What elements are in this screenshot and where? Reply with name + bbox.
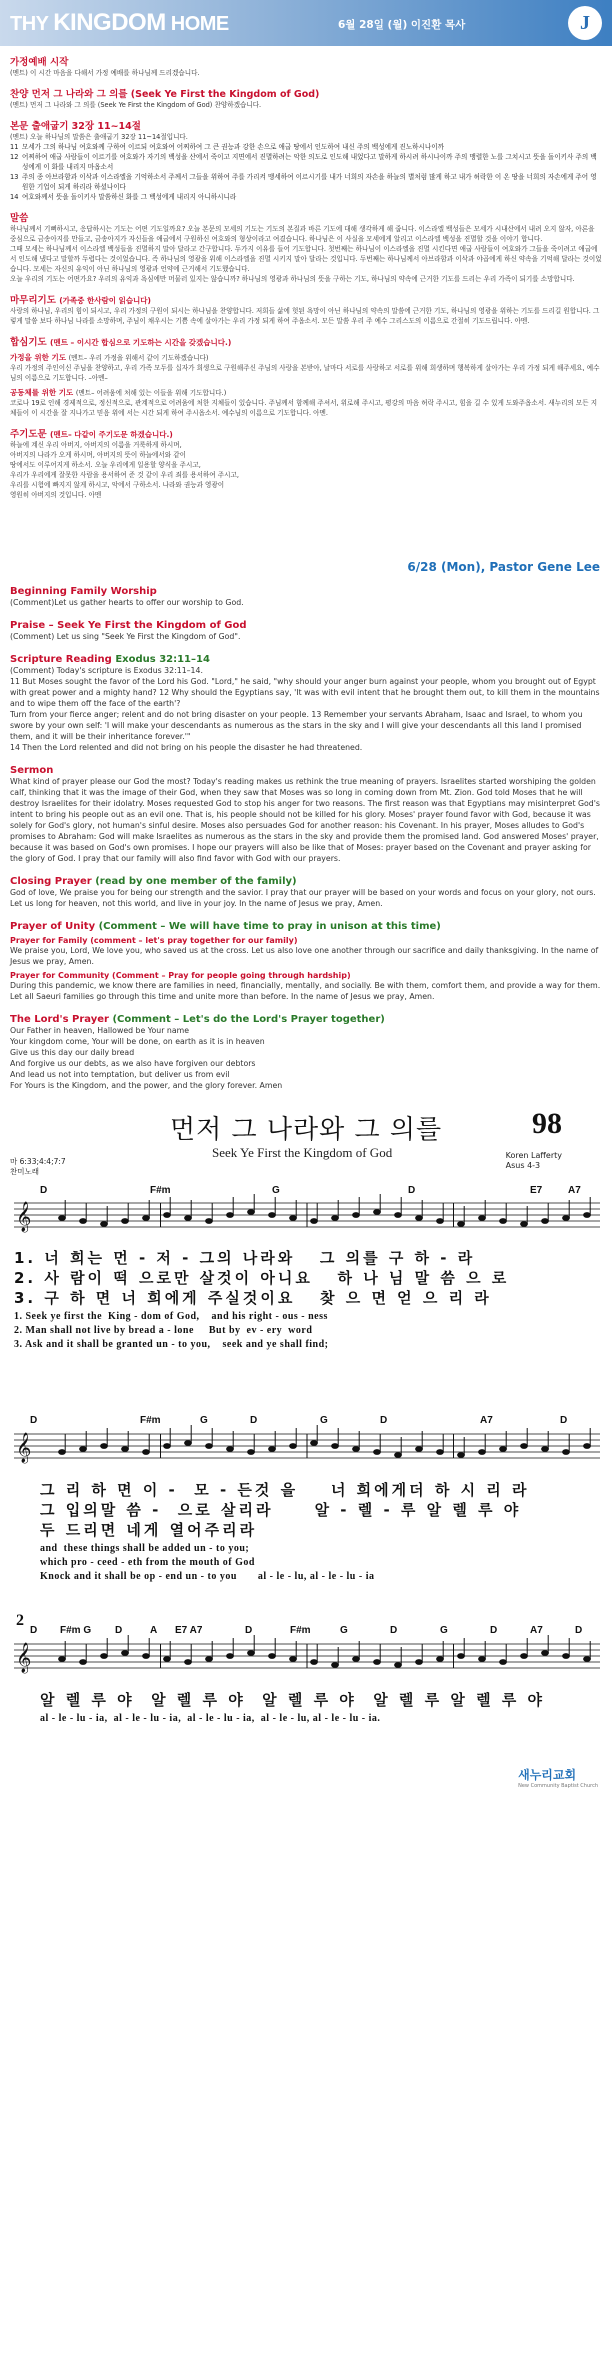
hymn-lyric-ko: 1. 너 희는 먼 - 저 - 그의 나라와 그 의를 구 하 - 라 — [14, 1249, 476, 1267]
note-head — [164, 1444, 171, 1449]
note-head — [332, 1663, 339, 1668]
en-sermon-text: What kind of prayer please our God the most? Today's reading makes us rethink the true meaning of prayers. Israelites started worshiping the golden calf, thinking that it was the image of their God, when they saw that Moses was so long in coming down from Mt. Zion. God told Moses that he will destroy Israelites for their idolatry. Moses requested God to stop his anger for two reasons. The first reason was that Egyptians may misinterpret God's intent to bring his people out as an evil one. That is, his people should not be killed for his glory. Moses' prayer found favor with God, because it was solely for God's glory, not human's sinful desire. Moses also persuades God for another reason: his Covenant. In his prayer, Moses alludes to God's promises to Abraham: God will make Israelites as numerous as the stars in the sky and provide them the promised land. God answered Moses' prayer, because it was based on God's own promises. I hope our prayers will also be like that of Moses: prayer based on the Covenant and prayer asking for the glory of God. I pray that our family will also find favor with God with our prayers. — [10, 777, 600, 863]
verse-text: 어찌하여 애굽 사람들이 이르기를 여호와가 자기의 백성을 산에서 죽이고 지면에서 진멸하려는 악한 의도로 인도해 내었다고 말하게 하시려 하시나이까 주의 맹렬한 노를 그치시고 뜻을 돌이키사 주의 백성에게 이 화를 내리지 마옵소서 — [22, 153, 597, 171]
hymn-meter: Asus 4-3 — [505, 1161, 541, 1170]
note-head — [59, 1657, 66, 1662]
note-head — [311, 1219, 318, 1224]
chord-label: D — [30, 1415, 38, 1426]
title-text: Scripture Reading — [10, 654, 112, 665]
hymn-sheet — [0, 1109, 612, 1799]
note-head — [500, 1219, 507, 1224]
title-note: (멘트 – 이시간 합심으로 기도하는 시간을 갖겠습니다.) — [50, 338, 232, 347]
prayer-line: Our Father in heaven, Hallowed be Your name — [10, 1026, 190, 1035]
note-head — [374, 1660, 381, 1665]
prayer-line: Your kingdom come, Your will be done, on earth as it is in heaven — [10, 1037, 265, 1046]
note-head — [227, 1654, 234, 1659]
en-community-prayer-text: During this pandemic, we know there are families in need, financially, mentally, and socially. Be with them, comfort them, and provide a way for them. Let all Saeuri families go through this time and unite more than before. In the name of Jesus we pray, Amen. — [10, 981, 601, 1001]
note-head — [101, 1654, 108, 1659]
chord-label: A — [150, 1625, 158, 1636]
note-head — [563, 1654, 570, 1659]
note-head — [416, 1216, 423, 1221]
title-text: 공동체를 위한 기도 — [10, 388, 74, 397]
hymn-lyric-ko: 알 렐 루 야 알 렐 루 야 알 렐 루 야 알 렐 루 알 렐 루 야 — [40, 1691, 545, 1709]
prayer-line: 영원히 아버지의 것입니다. 아멘 — [10, 491, 102, 499]
verse-marker: 2 — [16, 1612, 24, 1629]
note-head — [584, 1657, 591, 1662]
en-family-prayer-title: Prayer for Family (comment – let's pray together for our family) — [10, 936, 298, 945]
note-head — [269, 1654, 276, 1659]
ref-line: 마 6:33;4:4;7:7 — [10, 1157, 66, 1166]
chord-label: F#m — [290, 1625, 311, 1636]
ko-sermon-text — [10, 224, 602, 284]
en-closing-title — [10, 876, 602, 887]
note-head — [395, 1453, 402, 1458]
ko-lords-prayer-text — [10, 440, 602, 500]
ko-opening-title: 가정예배 시작 — [10, 57, 69, 68]
hymn-lyric-en: 1. Seek ye first the King - dom of God, and his right - ous - ness — [14, 1311, 328, 1322]
sermon-paragraph: 오늘 우리의 기도는 어떤가요? 우리의 유익과 욕심에만 머물러 있지는 않습니까? 하나님의 영광과 하나님의 뜻을 구하는 기도, 하나님의 약속에 근거한 기도를 드리는 우리 가족이 되기를 소망합니다. — [10, 275, 575, 283]
note-head — [101, 1222, 108, 1227]
note-head — [521, 1444, 528, 1449]
note-head — [458, 1654, 465, 1659]
note-head — [416, 1447, 423, 1452]
prayer-line: 하늘에 계신 우리 아버지, 아버지의 이름을 거룩하게 하시며, — [10, 441, 182, 449]
hymn-lyric-en: 2. Man shall not live by bread a - lone But by ev - ery word — [14, 1325, 313, 1336]
chord-label: E7 — [530, 1185, 543, 1196]
note-head — [542, 1651, 549, 1656]
chord-label: D — [380, 1415, 388, 1426]
note-head — [122, 1447, 129, 1452]
church-name: 새누리교회 — [518, 1768, 577, 1782]
en-praise-text: (Comment) Let us sing "Seek Ye First the Kingdom of God". — [10, 632, 241, 641]
note-head — [227, 1447, 234, 1452]
sermon-paragraph: 그때 모세는 하나님께서 이스라엘 백성들을 진멸하지 말아 달라고 간구합니다. 두가지 이유를 들어 기도합니다. 첫번째는 하나님이 이스라엘을 진멸 시킨다면 애굽 사람들이 여호와가 그들을 죽이려고 애굽에서 인도해 냈다고 말할까 두렵다는 것이었습니다. 즉 하나님의 영광을 위해 이스라엘을 진멸 시키지 말아 달라는 것입니다. 두번째는 하나님께서 아브라함과 이삭과 야곱에게 하신 약속을 기억해 달라는 것이었습니다. 모세는 자신의 유익이 아닌 하나님의 영광과 언약에 근거해서 기도했습니다. — [10, 245, 602, 273]
verse-text: 모세가 그의 하나님 여호와께 구하여 이르되 여호와여 어찌하여 그 큰 권능과 강한 손으로 애굽 땅에서 인도하여 내신 주의 백성에게 진노하시나이까 — [22, 143, 444, 151]
chord-label: F#m G — [60, 1625, 92, 1636]
hymn-lyric-en: al - le - lu - ia, al - le - lu - ia, al - le - lu - ia, al - le - lu, al - le - lu - ia. — [40, 1713, 381, 1724]
note-head — [59, 1450, 66, 1455]
title-text: 마무리기도 — [10, 295, 56, 306]
en-community-prayer-title: Prayer for Community (Comment – Pray for people going through hardship) — [10, 971, 351, 980]
note-head — [227, 1213, 234, 1218]
note-head — [458, 1222, 465, 1227]
ko-praise-text: (멘트) 먼저 그 나라와 그 의를 (Seek Ye First the Kingdom of God) 찬양하겠습니다. — [10, 101, 262, 109]
note-head — [80, 1447, 87, 1452]
note-head — [143, 1654, 150, 1659]
note-head — [206, 1657, 213, 1662]
note-head — [269, 1213, 276, 1218]
ko-reading-intro: (멘트) 오늘 하나님의 말씀은 출애굽기 32장 11~14절입니다. — [10, 133, 188, 141]
brand-home: HOME — [165, 13, 229, 35]
title-text: Prayer of Unity — [10, 921, 96, 932]
logo-badge-icon — [568, 6, 602, 40]
treble-clef-icon: 𝄞 — [16, 1202, 32, 1232]
chord-label: D — [250, 1415, 258, 1426]
note-head — [395, 1213, 402, 1218]
brand-thy: THY — [10, 13, 54, 35]
note-head — [437, 1450, 444, 1455]
hymn-lyric-en: Knock and it shall be op - end un - to you al - le - lu, al - le - lu - ia — [40, 1571, 375, 1582]
brand-kingdom: KINGDOM — [53, 9, 166, 36]
ko-reading-title: 본문 출애굽기 32장 11~14절 — [10, 121, 141, 132]
ref-line: 찬미노래 — [10, 1167, 39, 1176]
note-head — [185, 1441, 192, 1446]
chord-label: E7 A7 — [175, 1625, 203, 1636]
verse-number: 13 — [10, 173, 19, 181]
en-lords-prayer-text — [10, 1025, 602, 1091]
ko-opening-text: (멘트) 이 시간 마음을 다해서 가정 예배를 하나님께 드리겠습니다. — [10, 69, 200, 77]
hymn-lyric-ko: 그 입의말 씀 - 으로 살리라 알 - 렐 - 루 알 렐 루 야 — [40, 1501, 522, 1519]
hymn-lyric-ko: 그 리 하 면 이 - 모 - 든것 을 너 희에게더 하 시 리 라 — [40, 1481, 530, 1499]
chord-label: D — [390, 1625, 398, 1636]
ko-community-prayer-title — [10, 387, 602, 398]
note-head — [80, 1219, 87, 1224]
ko-verse — [10, 192, 602, 202]
en-opening-title: Beginning Family Worship — [10, 586, 157, 597]
chord-label: D — [40, 1185, 48, 1196]
note-head — [437, 1219, 444, 1224]
note-head — [521, 1222, 528, 1227]
header-banner — [0, 0, 612, 46]
note-head — [500, 1447, 507, 1452]
ko-lords-prayer-title — [10, 426, 602, 440]
prayer-line: 우리가 우리에게 잘못한 사람을 용서하여 준 것 같이 우리 죄를 용서하여 주시고, — [10, 471, 239, 479]
title-note: (Comment – We will have time to pray in unison at this time) — [95, 921, 441, 932]
chord-label: G — [440, 1625, 448, 1636]
title-note: (Comment – Let's do the Lord's Prayer together) — [108, 1014, 385, 1025]
note-head — [584, 1444, 591, 1449]
note-head — [206, 1219, 213, 1224]
en-unity-title — [10, 921, 602, 932]
ko-closing-title — [10, 292, 602, 306]
en-family-prayer-text: We praise you, Lord, We love you, who saved us at the cross. Let us also love one another through our sacrifice and daily thanksgiving. In the name of Jesus we pray, Amen. — [10, 946, 599, 966]
ko-family-prayer-title — [10, 352, 602, 363]
title-note: (가족중 한사람이 읽습니다) — [59, 296, 151, 305]
note-head — [101, 1444, 108, 1449]
note-head — [416, 1660, 423, 1665]
note-head — [143, 1216, 150, 1221]
en-sermon-title: Sermon — [10, 765, 54, 776]
prayer-line: 아버지의 나라가 오게 하시며, 아버지의 뜻이 하늘에서와 같이 — [10, 451, 187, 459]
note-head — [332, 1444, 339, 1449]
note-head — [563, 1450, 570, 1455]
note-head — [437, 1657, 444, 1662]
title-text: Closing Prayer — [10, 876, 92, 887]
chord-label: F#m — [140, 1415, 161, 1426]
en-praise-title: Praise – Seek Ye First the Kingdom of God — [10, 620, 247, 631]
chord-label: G — [200, 1415, 208, 1426]
verse-number: 14 — [10, 193, 19, 201]
note-head — [374, 1450, 381, 1455]
note-head — [542, 1219, 549, 1224]
chord-label: D — [575, 1625, 583, 1636]
hymn-lyric-en: 3. Ask and it shall be granted un - to you, seek and ye shall find; — [14, 1339, 329, 1350]
chord-label: D — [30, 1625, 38, 1636]
english-title: 6/28 (Mon), Pastor Gene Lee — [407, 560, 600, 574]
note-head — [248, 1450, 255, 1455]
note-head — [521, 1654, 528, 1659]
korean-section — [0, 54, 612, 500]
ko-verse — [10, 152, 602, 172]
note-head — [563, 1216, 570, 1221]
ko-sermon-title: 말씀 — [10, 213, 29, 224]
chord-label: G — [272, 1185, 280, 1196]
note-head — [479, 1450, 486, 1455]
note-head — [584, 1213, 591, 1218]
note-head — [290, 1444, 297, 1449]
note-head — [542, 1447, 549, 1452]
en-lords-prayer-title — [10, 1014, 602, 1025]
note-head — [353, 1657, 360, 1662]
prayer-line: Give us this day our daily bread — [10, 1048, 135, 1057]
prayer-line: And lead us not into temptation, but deliver us from evil — [10, 1070, 230, 1079]
note-head — [80, 1660, 87, 1665]
note-head — [353, 1213, 360, 1218]
note-head — [290, 1216, 297, 1221]
hymn-lyric-ko: 2. 사 람이 떡 으로만 살것이 아니요 하 나 님 말 씀 으 로 — [14, 1269, 510, 1287]
title-text: 주기도문 — [10, 429, 47, 440]
verse-number: 12 — [10, 153, 19, 161]
note-head — [59, 1216, 66, 1221]
prayer-line: For Yours is the Kingdom, and the power, and the glory forever. Amen — [10, 1081, 283, 1090]
chord-label: D — [560, 1415, 568, 1426]
chord-label: F#m — [150, 1185, 171, 1196]
ko-community-prayer-text: 코로나 19로 인해 경제적으로, 정신적으로, 관계적으로 어려움에 처한 지체들이 있습니다. 주님께서 함께해 주셔서, 위로해 주시고, 평강의 마음 허락 주시고, 힘을 길 수 있게 도와주옵소서. 새누리의 모든 지체들이 이 시간을 잘 지나가고 믿음 위에 서는 시간 되게 하여 주시옵소서. 예수님의 이름으로 기도합니다. 아멘. — [10, 399, 598, 417]
title-note: (멘트– 우리 가정을 위해서 같이 기도하겠습니다) — [68, 354, 209, 362]
note-head — [143, 1450, 150, 1455]
prayer-line: And forgive us our debts, as we also have forgiven our debtors — [10, 1059, 256, 1068]
note-head — [248, 1210, 255, 1215]
ko-unity-title — [10, 334, 602, 348]
en-reading-text — [10, 665, 602, 753]
note-head — [311, 1660, 318, 1665]
title-text: 가정을 위한 기도 — [10, 353, 66, 362]
note-head — [248, 1651, 255, 1656]
note-head — [185, 1216, 192, 1221]
reading-line: 14 Then the Lord relented and did not bring on his people the disaster he had threatened. — [10, 743, 363, 752]
chord-label: A7 — [568, 1185, 581, 1196]
chord-label: A7 — [530, 1625, 543, 1636]
en-closing-text: God of love, We praise you for being our strength and the savior. I pray that our prayer will be based on your words and focus on your glory, not ours. Let us long for heaven, not this world, and live in your joy. In the name of Jesus we pray, Amen. — [10, 888, 596, 908]
hymn-lyric-en: which pro - ceed - eth from the mouth of God — [40, 1557, 255, 1568]
en-reading-title — [10, 654, 602, 665]
note-head — [164, 1657, 171, 1662]
ko-closing-text: 사랑의 하나님, 우리의 힘이 되시고, 우리 가정의 구원이 되시는 하나님을 찬양합니다. 저희들 삶에 헛된 욕망이 아닌 하나님의 약속의 말씀에 근거한 기도, 하나님의 영광을 위하는 기도를 드리길 원합니다. 그렇게 말씀 보다 하나님 나라를 소망하며, 주님이 채우시는 기쁨 속에 살아가는 우리 가정 되게 하여 주옵소서. 모든 말씀 우리 주 예수 그리스도의 이름으로 간절히 기도드립니다. 아멘. — [10, 307, 600, 325]
en-opening-text: (Comment)Let us gather hearts to offer our worship to God. — [10, 598, 244, 607]
title-text: The Lord's Prayer — [10, 1014, 109, 1025]
note-head — [206, 1444, 213, 1449]
ko-verse — [10, 142, 602, 152]
chord-label: A7 — [480, 1415, 493, 1426]
hymn-number: 98 — [532, 1107, 562, 1140]
church-logo — [518, 1766, 598, 1789]
note-head — [122, 1219, 129, 1224]
prayer-line: 땅에서도 이루어지게 하소서. 오늘 우리에게 일용할 양식을 주시고, — [10, 461, 201, 469]
english-section — [0, 586, 612, 1091]
verse-number: 11 — [10, 143, 19, 151]
chord-label: D — [408, 1185, 416, 1196]
note-head — [269, 1447, 276, 1452]
reading-intro: (Comment) Today's scripture is Exodus 32:11–14. — [10, 666, 203, 675]
header-date: 6월 28일 (월) 이진환 목사 — [338, 19, 466, 31]
ko-praise-title: 찬양 먼저 그 나라와 그 의를 (Seek Ye First the Kingdom of God) — [10, 89, 320, 100]
ko-verse — [10, 172, 602, 192]
title-note: (멘트– 어려움에 처해 있는 이들을 위해 기도합니다.) — [75, 389, 227, 397]
church-subtitle: New Community Baptist Church — [518, 1783, 598, 1789]
reading-line: 11 But Moses sought the favor of the Lord his God. "Lord," he said, "why should your anger burn against your people, whom you brought out of Egypt with great power and a mighty hand? 12 Why should the Egyptians say, 'It was with evil intent that he brought them out, to kill them in the mountains and to wipe them off the face of the earth'? — [10, 677, 600, 708]
note-head — [185, 1660, 192, 1665]
title-note: (멘트– 다같이 주기도문 하겠습니다.) — [50, 430, 173, 439]
note-head — [395, 1663, 402, 1668]
title-note: (read by one member of the family) — [91, 876, 297, 887]
note-head — [311, 1441, 318, 1446]
title-text: 합심기도 — [10, 337, 47, 348]
note-head — [374, 1210, 381, 1215]
hymn-lyric-ko: 두 드리면 네게 열어주리라 — [40, 1521, 258, 1539]
note-head — [122, 1651, 129, 1656]
note-head — [500, 1660, 507, 1665]
chord-label: G — [340, 1625, 348, 1636]
author-name: Koren Lafferty — [505, 1151, 562, 1160]
chord-label: D — [245, 1625, 253, 1636]
ko-family-prayer-text: 우리 가정의 주인이신 주님을 찬양하고, 우리 가족 모두를 십자가 희생으로 구원해주신 주님의 사랑을 본받아, 날마다 서로를 사랑하고 서로를 위해 희생하며 행복하게 살아가는 우리 가정 되게 해주세요, 예수님의 이름으로 기도합니다. –아멘– — [10, 364, 600, 382]
chord-label: G — [320, 1415, 328, 1426]
verse-text: 주의 종 아브라함과 이삭과 이스라엘을 기억하소서 주께서 그들을 위하여 주를 가리켜 맹세하여 이르시기를 내가 너희의 자손을 하늘의 별처럼 많게 하고 내가 허락한 이 온 땅을 너희의 자손에게 주어 영원한 기업이 되게 하리라 하셨나이다 — [22, 173, 597, 191]
note-head — [479, 1657, 486, 1662]
scripture-ref: Exodus 32:11–14 — [111, 654, 210, 665]
hymn-lyric-en: and these things shall be added un - to you; — [40, 1543, 250, 1554]
note-head — [458, 1453, 465, 1458]
note-head — [353, 1447, 360, 1452]
note-head — [332, 1216, 339, 1221]
note-head — [479, 1216, 486, 1221]
sermon-paragraph: 하나님께서 기뻐하시고, 응답하시는 기도는 어떤 기도일까요? 오늘 본문의 모세의 기도는 기도의 본질과 바른 기도에 대해 생각하게 해 줍니다. 이스라엘 백성들은 모세가 시내산에서 내려 오지 않자, 아론을 중심으로 금송아지를 만들고, 금송아지가 자신들을 애굽에서 구원하신 여호와의 형상이라고 여겼습니다. 하나님은 이 사실을 모세에게 알리고 이스라엘 백성을 진멸할 것을 이야기 합니다. — [10, 225, 595, 243]
note-head — [164, 1213, 171, 1218]
note-head — [290, 1657, 297, 1662]
logo-letter: J — [580, 11, 590, 34]
chord-label: D — [115, 1625, 123, 1636]
reading-line: Turn from your fierce anger; relent and do not bring disaster on your people. 13 Remember your servants Abraham, Isaac and Israel, to whom you swore by your own self: 'I will make your descendants as numerous as the stars in the sky and I will give your descendants all this land I promised them, and it will be their inheritance forever.'" — [10, 710, 583, 741]
hymn-title-english: Seek Ye First the Kingdom of God — [212, 1145, 393, 1160]
hymn-lyric-ko: 3. 구 하 면 너 희에게 주실것이요 찾 으 면 얻 으 리 라 — [14, 1289, 492, 1307]
prayer-line: 우리를 시험에 빠지지 않게 하시고, 악에서 구하소서. 나라와 권능과 영광이 — [10, 481, 225, 489]
treble-clef-icon: 𝄞 — [16, 1643, 32, 1673]
brand-title — [10, 9, 229, 37]
chord-label: D — [490, 1625, 498, 1636]
verse-text: 여호와께서 뜻을 돌이키사 말씀하신 화를 그 백성에게 내리지 아니하시니라 — [22, 193, 237, 201]
hymn-title-korean: 먼저 그 나라와 그 의를 — [170, 1115, 443, 1145]
treble-clef-icon: 𝄞 — [16, 1433, 32, 1463]
